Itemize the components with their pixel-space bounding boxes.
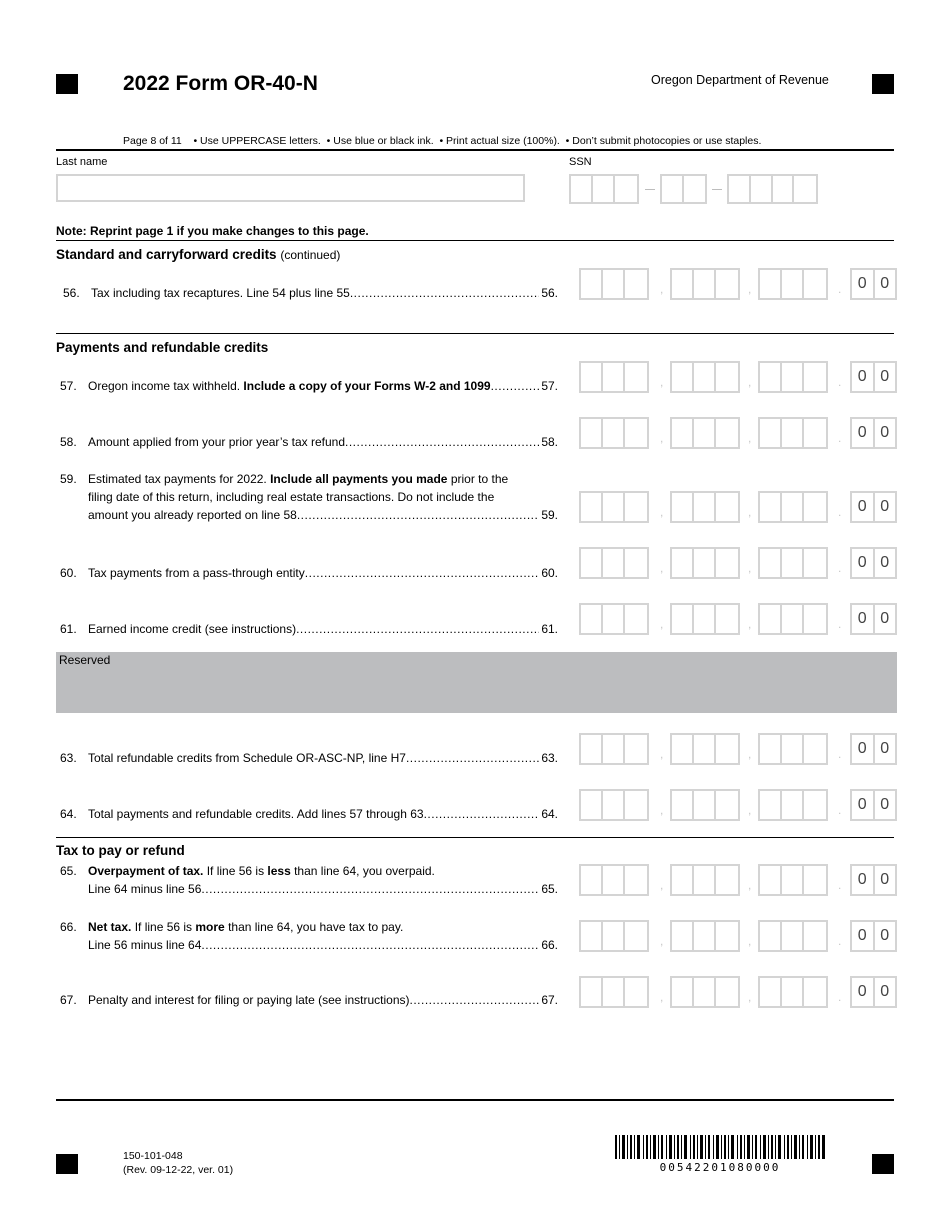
line-64-description: Total payments and refundable credits. Add lines 57 through 63 ..... 64. — [88, 805, 558, 823]
line-58-amount-input[interactable]: , , . 0 0 — [579, 417, 897, 451]
barcode — [615, 1135, 825, 1159]
section-standard-credits — [56, 247, 340, 262]
header-divider — [56, 149, 894, 151]
form-code — [123, 1149, 233, 1177]
reprint-note: Note: Reprint page 1 if you make changes to this page. — [56, 224, 369, 238]
line-58-number: 58. — [60, 435, 77, 449]
line-57-description: Oregon income tax withheld. Include a copy of your Forms W-2 and 1099 ..... 57. — [88, 377, 558, 395]
ssn-area-input[interactable] — [569, 174, 639, 204]
line-65-amount-input[interactable]: , , . 0 0 — [579, 864, 897, 898]
line-59-description: Estimated tax payments for 2022. Include all payments you made prior to the filing date of this return, including real estate transactions. Do not include the amount you already reported on line 58 ..... 59. — [88, 470, 558, 524]
last-name-label: Last name — [56, 156, 108, 168]
line-65-description: Overpayment of tax. If line 56 is less than line 64, you overpaid. Line 64 minus line 56 ..... 65. — [88, 862, 558, 898]
line-66-number: 66. — [60, 920, 77, 934]
registration-mark-bottom-left — [56, 1154, 78, 1174]
section-suffix: (continued) — [280, 248, 341, 262]
form-number: 150-101-048 — [123, 1150, 183, 1162]
line-65-number: 65. — [60, 864, 77, 878]
line-56-number: 56. — [63, 286, 80, 300]
line-67-description: Penalty and interest for filing or paying late (see instructions) ..... 67. — [88, 991, 558, 1009]
line-59-number: 59. — [60, 472, 77, 486]
section-tax-to-pay: Tax to pay or refund — [56, 843, 185, 858]
page-instructions: Page 8 of 11 • Use UPPERCASE letters. • Use blue or black ink. • Print actual size (100%). • Don’t submit photocopies or use staples. — [123, 135, 762, 147]
ssn-dash — [645, 189, 655, 190]
line-61-amount-input[interactable]: , , . 0 0 — [579, 603, 897, 637]
ssn-group-input[interactable] — [660, 174, 707, 204]
line-63-description: Total refundable credits from Schedule OR-ASC-NP, line H7 ..... 63. — [88, 749, 558, 767]
registration-mark-bottom-right — [872, 1154, 894, 1174]
line-67-amount-input[interactable]: , , . 0 0 — [579, 976, 897, 1010]
section-divider — [56, 240, 894, 241]
line-66-amount-input[interactable]: , , . 0 0 — [579, 920, 897, 954]
registration-mark-top-left — [56, 74, 78, 94]
line-56-amount-input[interactable]: , , . 0 0 — [579, 268, 897, 302]
last-name-input[interactable] — [56, 174, 525, 202]
footer-divider — [56, 1099, 894, 1101]
line-61-description: Earned income credit (see instructions) ..... 61. — [88, 620, 558, 638]
line-57-amount-input[interactable]: , , . 0 0 — [579, 361, 897, 395]
line-60-amount-input[interactable]: , , . 0 0 — [579, 547, 897, 581]
section-divider — [56, 333, 894, 334]
line-57-number: 57. — [60, 379, 77, 393]
line-60-description: Tax payments from a pass-through entity ..... 60. — [88, 564, 558, 582]
form-revision: (Rev. 09-12-22, ver. 01) — [123, 1164, 234, 1176]
line-67-number: 67. — [60, 993, 77, 1007]
section-title: Standard and carryforward credits — [56, 247, 277, 262]
line-56-description: Tax including tax recaptures. Line 54 plus line 55 ..... 56. — [91, 284, 558, 302]
line-59-amount-input[interactable]: , , . 0 0 — [579, 491, 897, 525]
barcode-number: 00542201080000 — [659, 1161, 781, 1174]
line-66-description: Net tax. If line 56 is more than line 64, you have tax to pay. Line 56 minus line 64 ..... 66. — [88, 918, 558, 954]
section-payments: Payments and refundable credits — [56, 340, 269, 355]
line-61-number: 61. — [60, 622, 77, 636]
line-63-number: 63. — [60, 751, 77, 765]
line-64-number: 64. — [60, 807, 77, 821]
registration-mark-top-right — [872, 74, 894, 94]
line-60-number: 60. — [60, 566, 77, 580]
line-58-description: Amount applied from your prior year’s tax refund ..... 58. — [88, 433, 558, 451]
ssn-label: SSN — [569, 156, 592, 168]
reserved-block: Reserved — [56, 652, 897, 713]
line-64-amount-input[interactable]: , , . 0 0 — [579, 789, 897, 823]
ssn-dash — [712, 189, 722, 190]
ssn-serial-input[interactable] — [727, 174, 818, 204]
line-63-amount-input[interactable]: , , . 0 0 — [579, 733, 897, 767]
section-divider — [56, 837, 894, 838]
agency-name: Oregon Department of Revenue — [651, 73, 829, 87]
form-title: 2022 Form OR-40-N — [123, 72, 318, 95]
